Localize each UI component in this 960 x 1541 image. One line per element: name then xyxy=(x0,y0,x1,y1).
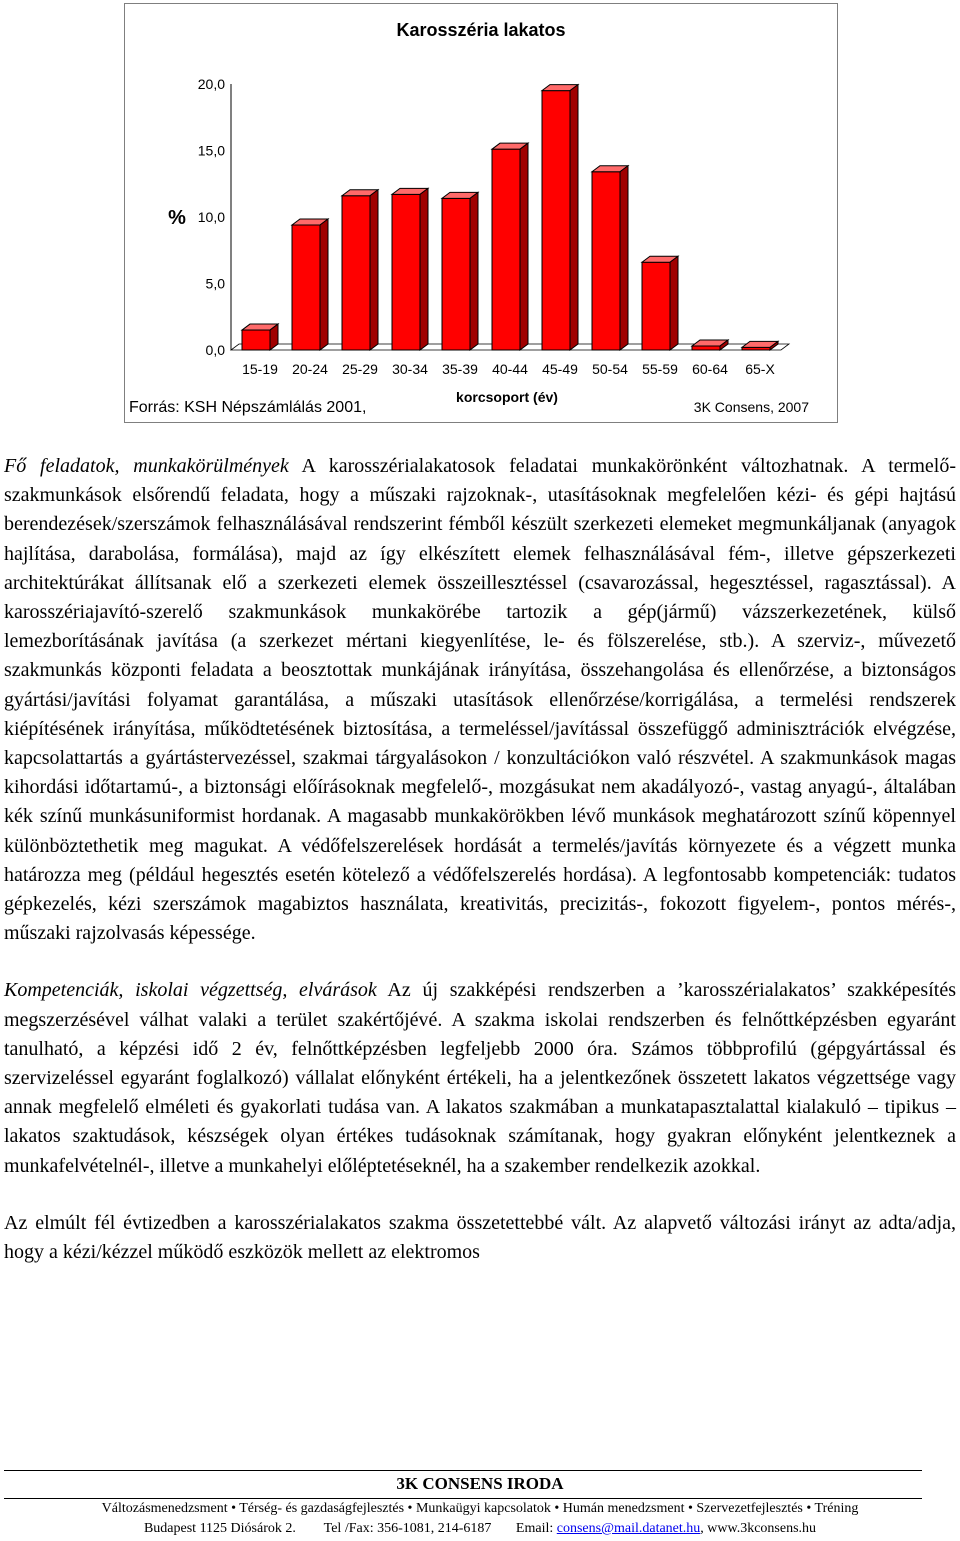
footer-title: 3K CONSENS IRODA xyxy=(396,1474,564,1493)
bar xyxy=(342,196,370,350)
x-tick-label: 45-49 xyxy=(542,361,578,377)
y-tick-label: 15,0 xyxy=(197,142,225,159)
bar-side-face xyxy=(320,219,328,350)
bar xyxy=(242,330,270,350)
y-tick-label: 10,0 xyxy=(197,209,225,225)
footer-web: , www.3kconsens.hu xyxy=(700,1521,817,1536)
x-tick-label: 25-29 xyxy=(342,361,378,377)
x-tick-label: 65-X xyxy=(745,361,775,377)
chart-frame xyxy=(124,3,838,423)
bar-chart xyxy=(125,4,837,422)
competencies-text: Az új szakképési rendszerben a ’karosszérialakatos’ szakképesítés megszerzésével válhat valaki a terület szakértőjévé. A szakma iskolai rendszerben és felnőttképzésben egyaránt tanulható, a képzési idő 2 év, felnőttképzésben legfeljebb 2000 óra. Számos többprofilú (gépgyártással és szervizeléssel egyaránt foglalkozó) vállalat előnyként értékeli, ha a jelentkezőnek összetett lakatos végzettsége vagy annak megfelelő elméleti és gyakorlati tudása van. A lakatos szakmában a munkatapasztalattal kialakuló – tipikus – lakatos szaktudások, készségek olyan értékes tudásoknak számítanak, hogy gyakran előnyként jelentkeznek a munkafelvételnél-, illetve a munkahelyi előléptetéseknél, ha a szakember rendelkezik azokkal. xyxy=(4,979,956,1177)
chart-title: Karosszéria lakatos xyxy=(396,20,566,40)
bar xyxy=(292,225,320,350)
footer-email-link[interactable]: consens@mail.datanet.hu xyxy=(556,1521,701,1536)
y-axis-label: % xyxy=(168,207,186,229)
paragraph-duties xyxy=(4,452,956,948)
footer-address: Budapest 1125 Diósárok 2. xyxy=(143,1521,296,1536)
bar xyxy=(592,172,620,350)
y-tick-label: 0,0 xyxy=(205,342,225,358)
x-tick-label: 30-34 xyxy=(392,361,428,377)
footer-divider-lower xyxy=(4,1498,922,1499)
bar-side-face xyxy=(520,143,528,350)
y-tick-label: 5,0 xyxy=(205,275,225,292)
bar-side-face xyxy=(620,166,628,350)
bar-side-face xyxy=(370,190,378,350)
bar-side-face xyxy=(470,192,478,350)
bar-side-face xyxy=(420,188,428,350)
y-tick-label: 20,0 xyxy=(197,76,225,92)
footer-contact xyxy=(0,1521,960,1537)
duties-text: A karosszérialakatosok feladatai munkakörönként változhatnak. A termelő-szakmunkások elsőrendű feladata, hogy a műszaki rajzoknak-, utasításoknak megfelelően kézi- és gépi hajtású berendezések/szerszámok felhasználásával rendszerint fémből készült szerkezeti elemeket megmunkáljanak (anyagok hajlítása, darabolása, formálása), majd az így elkészített elemek felhasználásával fém-, illetve gépszerkezeti architektúrákat állítsanak elő a szerkezeti elemek összeillesztéssel (csavarozással, hegesztéssel, ragasztással). A karosszériajavító-szerelő szakmunkások munkakörébe tartozik a gép(jármű) vázszerkezetének, külső lemezborításának javítása (a szerkezet mértani kiegyenlítése, le- és fölszerelése, stb.). A szerviz-, művezető szakmunkás központi feladata a beosztottak munkájának irányítása, összehangolása és ellenőrzése, a biztonságos gyártási/javítási folyamat garantálása, a műszaki utasítások ellenőrzése/korrigálása, a termelési rendszerek kiépítésének irányítása, működtetésének biztosítása, a termeléssel/javítással összefüggő adminisztrációk elvégzése, kapcsolattartás a gyártástervezéssel, szakmai tárgyalásokon / konzultációkon való részvétel. A szakmunkások magas kihordási időtartamú-, a biztonsági előírásoknak megfelelő-, mozgásukat nem akadályozó-, vastag anyagú-, általában kék színű munkásuniformist hordanak. A magasabb munkakörökben lévő munkások meghatározott színű köpennyel különböztethetik meg magukat. A védőfelszerelések hordását a termelés/javítás környezete és a végzett munka határozza meg (például hegesztés esetén kötelező a védőfelszerelés hordása). A legfontosabb kompetenciák: tudatos gépkezelés, kézi szerszámok magabiztos használata, kreativitás, precizitás-, fokozott figyelem-, pontos mérés-, műszaki rajzolvasás képessége. xyxy=(4,455,956,945)
x-tick-label: 35-39 xyxy=(442,361,478,377)
x-tick-label: 55-59 xyxy=(642,361,678,377)
paragraph-competencies xyxy=(4,976,956,1180)
footer-services: Változásmenedzsment • Térség- és gazdaságfejlesztés • Munkaügyi kapcsolatok • Humán menedzsment • Szervezetfejlesztés • Tréning xyxy=(101,1501,859,1516)
bar xyxy=(392,194,420,350)
x-tick-label: 40-44 xyxy=(492,361,528,377)
bar xyxy=(442,198,470,350)
body-text xyxy=(4,452,956,1267)
footer-divider xyxy=(4,1470,922,1471)
bar-side-face xyxy=(670,256,678,350)
x-tick-label: 15-19 xyxy=(242,361,278,377)
section-heading-duties: Fő feladatok, munkakörülmények xyxy=(4,455,289,477)
x-tick-label: 60-64 xyxy=(692,361,728,377)
paragraph-changes xyxy=(4,1209,956,1267)
bar xyxy=(692,346,720,350)
changes-text: Az elmúlt fél évtizedben a karosszérialakatos szakma összetettebbé vált. Az alapvető változási irányt az adta/adja, hogy a kézi/kézzel működő eszközök mellett az elektromos xyxy=(4,1211,956,1264)
chart-source-right: 3K Consens, 2007 xyxy=(693,399,809,415)
bar-side-face xyxy=(570,85,578,350)
footer-phone: Tel /Fax: 356-1081, 214-6187 xyxy=(323,1521,492,1536)
section-heading-competencies: Kompetenciák, iskolai végzettség, elvárások xyxy=(4,979,377,1002)
bar xyxy=(492,149,520,350)
bar xyxy=(642,262,670,350)
bar xyxy=(542,91,570,350)
x-tick-label: 20-24 xyxy=(292,361,328,377)
x-axis-label: korcsoport (év) xyxy=(456,389,558,405)
chart-source-left: Forrás: KSH Népszámlálás 2001, xyxy=(129,399,367,416)
footer-email-label: Email: xyxy=(515,1521,557,1536)
x-tick-label: 50-54 xyxy=(592,361,628,377)
